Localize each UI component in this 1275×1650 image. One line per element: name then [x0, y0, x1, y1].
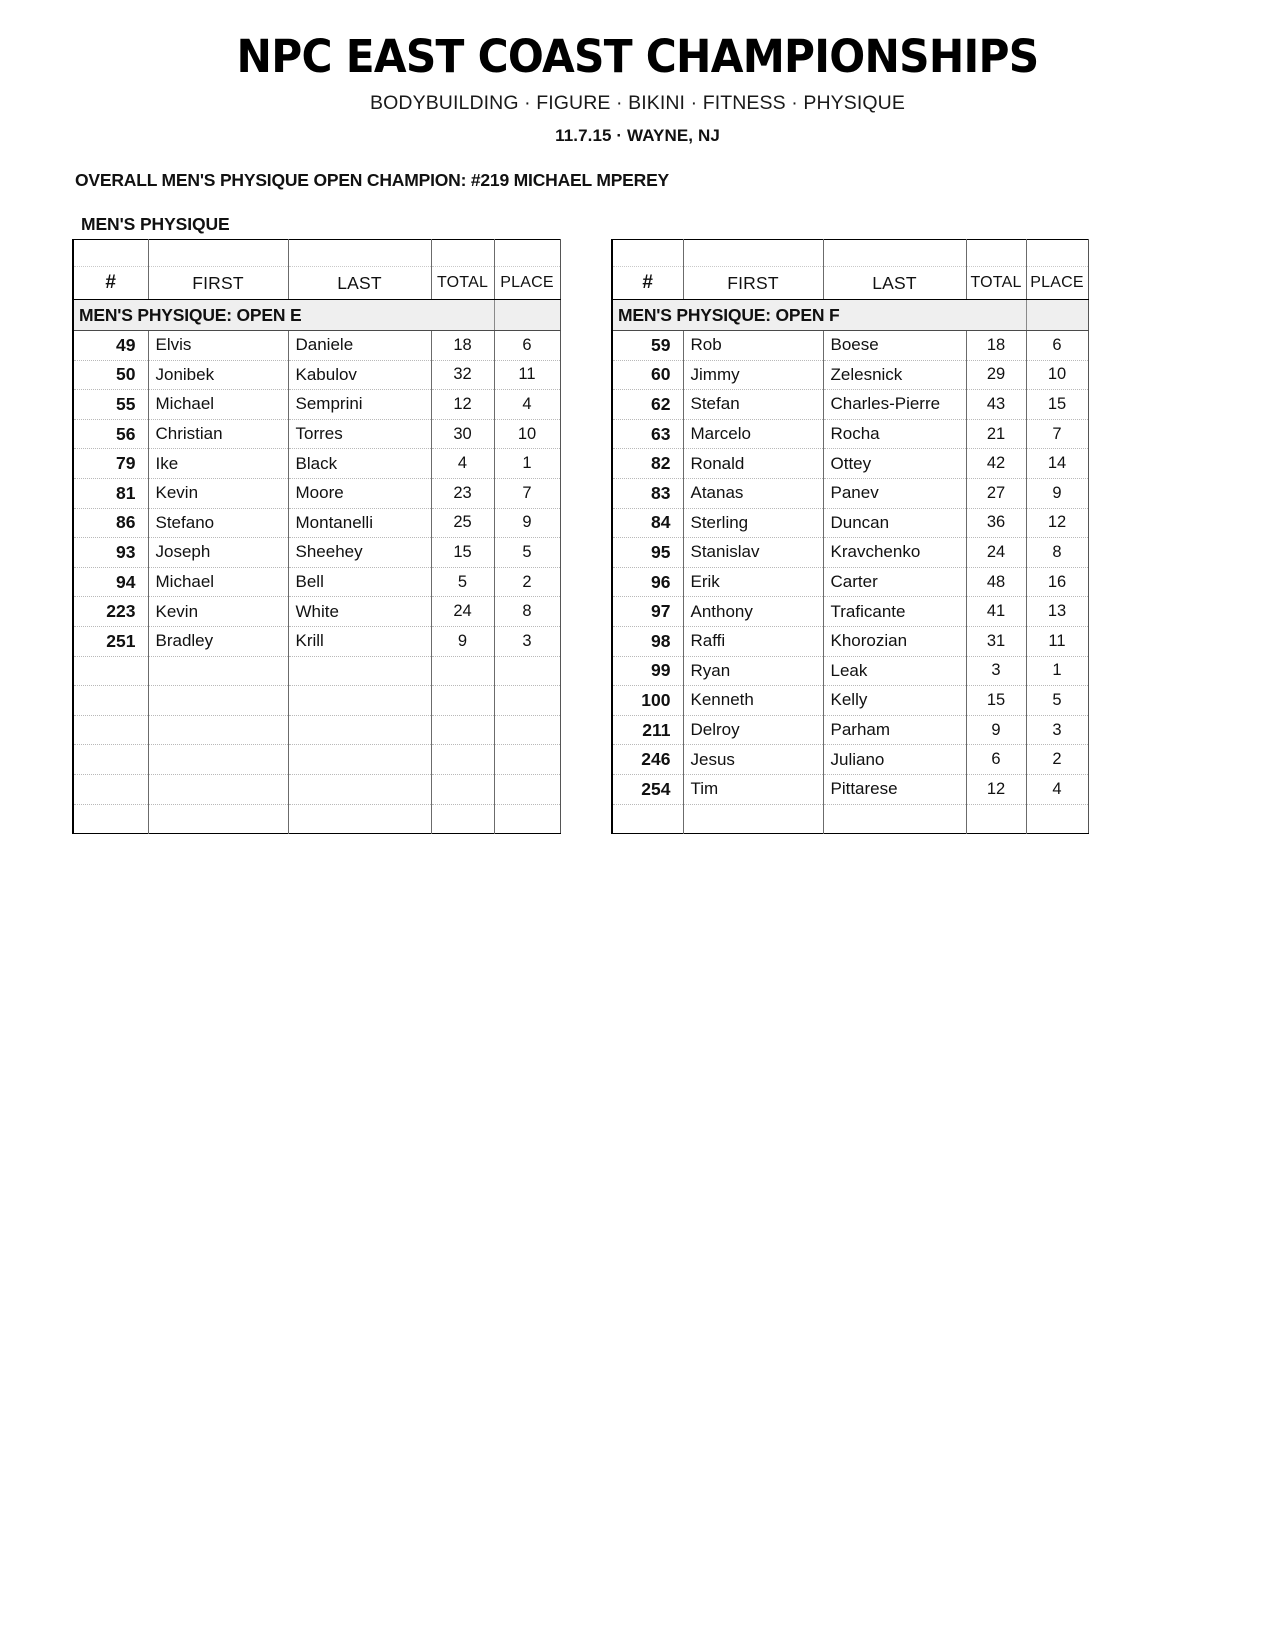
cell-total: 12 [966, 774, 1026, 804]
cell-last-name: Pittarese [823, 774, 966, 804]
spacer-cell [73, 240, 148, 267]
cell-place: 8 [1026, 538, 1088, 568]
table-row [612, 538, 1088, 568]
cell-first-name: Ike [148, 449, 288, 479]
cell-place: 3 [494, 626, 560, 656]
cell-number: 211 [612, 715, 683, 745]
cell-last-name: Daniele [288, 331, 431, 361]
cell-number: 83 [612, 478, 683, 508]
empty-cell [148, 745, 288, 775]
cell-place: 16 [1026, 567, 1088, 597]
cell-number: 86 [73, 508, 148, 538]
empty-cell [431, 745, 494, 775]
cell-total: 27 [966, 478, 1026, 508]
cell-number: 81 [73, 478, 148, 508]
category-total-cell [966, 300, 1026, 331]
cell-number: 50 [73, 360, 148, 390]
cell-total: 36 [966, 508, 1026, 538]
table-row [612, 626, 1088, 656]
empty-cell [431, 774, 494, 804]
table-row [612, 656, 1088, 686]
empty-cell [494, 745, 560, 775]
overall-champion-line: OVERALL MEN'S PHYSIQUE OPEN CHAMPION: #219 MICHAEL MPEREY [75, 170, 670, 190]
cell-place: 9 [1026, 478, 1088, 508]
empty-cell [288, 804, 431, 834]
table-row [612, 390, 1088, 420]
category-banner-row [73, 300, 560, 331]
column-header-last: LAST [288, 267, 431, 300]
cell-number: 94 [73, 567, 148, 597]
cell-total: 21 [966, 419, 1026, 449]
table-row [73, 567, 560, 597]
cell-last-name: Boese [823, 331, 966, 361]
cell-total: 42 [966, 449, 1026, 479]
cell-number: 95 [612, 538, 683, 568]
cell-place: 11 [1026, 626, 1088, 656]
event-divisions-subtitle: BODYBUILDING · FIGURE · BIKINI · FITNESS · PHYSIQUE [370, 92, 905, 114]
cell-last-name: White [288, 597, 431, 627]
empty-cell [288, 715, 431, 745]
cell-place: 12 [1026, 508, 1088, 538]
empty-cell [431, 715, 494, 745]
cell-last-name: Bell [288, 567, 431, 597]
cell-last-name: Traficante [823, 597, 966, 627]
category-banner-row [612, 300, 1088, 331]
cell-total: 18 [431, 331, 494, 361]
empty-cell [494, 715, 560, 745]
cell-number: 55 [73, 390, 148, 420]
empty-cell [966, 804, 1026, 834]
cell-total: 25 [431, 508, 494, 538]
column-header-first: FIRST [683, 267, 823, 300]
column-header-number: # [73, 267, 148, 300]
cell-last-name: Semprini [288, 390, 431, 420]
results-table-open-e [72, 239, 561, 834]
table-row [612, 597, 1088, 627]
column-header-total: TOTAL [431, 267, 494, 300]
spacer-cell [612, 240, 683, 267]
cell-first-name: Joseph [148, 538, 288, 568]
empty-cell [148, 715, 288, 745]
table-row [612, 745, 1088, 775]
empty-cell [73, 804, 148, 834]
cell-place: 5 [494, 538, 560, 568]
empty-cell [73, 745, 148, 775]
cell-last-name: Duncan [823, 508, 966, 538]
cell-first-name: Ryan [683, 656, 823, 686]
spacer-cell [494, 240, 560, 267]
cell-last-name: Moore [288, 478, 431, 508]
cell-last-name: Kelly [823, 686, 966, 716]
cell-last-name: Black [288, 449, 431, 479]
column-header-last: LAST [823, 267, 966, 300]
cell-total: 29 [966, 360, 1026, 390]
spacer-cell [966, 240, 1026, 267]
cell-place: 4 [1026, 774, 1088, 804]
cell-place: 15 [1026, 390, 1088, 420]
document-header [0, 0, 1275, 146]
cell-place: 5 [1026, 686, 1088, 716]
cell-first-name: Christian [148, 419, 288, 449]
table-row [73, 626, 560, 656]
empty-cell [823, 804, 966, 834]
empty-cell [288, 686, 431, 716]
empty-cell [73, 774, 148, 804]
cell-place: 2 [1026, 745, 1088, 775]
cell-place: 7 [494, 478, 560, 508]
empty-cell [73, 686, 148, 716]
page-title: NPC EAST COAST CHAMPIONSHIPS [236, 30, 1039, 83]
cell-place: 7 [1026, 419, 1088, 449]
cell-total: 41 [966, 597, 1026, 627]
cell-place: 6 [1026, 331, 1088, 361]
cell-first-name: Rob [683, 331, 823, 361]
cell-total: 24 [966, 538, 1026, 568]
table-body-open-f [612, 240, 1088, 834]
cell-last-name: Charles-Pierre [823, 390, 966, 420]
results-table-open-f-wrap [611, 239, 1087, 834]
empty-cell [612, 804, 683, 834]
cell-first-name: Stefan [683, 390, 823, 420]
empty-cell [683, 804, 823, 834]
table-row [73, 597, 560, 627]
cell-last-name: Parham [823, 715, 966, 745]
table-empty-row [73, 804, 560, 834]
empty-cell [148, 656, 288, 686]
category-label: MEN'S PHYSIQUE: OPEN E [73, 300, 431, 331]
event-date-location: 11.7.15 · WAYNE, NJ [555, 126, 720, 145]
empty-cell [288, 656, 431, 686]
cell-total: 48 [966, 567, 1026, 597]
table-empty-row [73, 745, 560, 775]
column-header-place: PLACE [1026, 267, 1088, 300]
cell-first-name: Raffi [683, 626, 823, 656]
category-place-cell [1026, 300, 1088, 331]
empty-cell [148, 804, 288, 834]
cell-last-name: Carter [823, 567, 966, 597]
cell-place: 13 [1026, 597, 1088, 627]
empty-cell [494, 686, 560, 716]
cell-total: 15 [966, 686, 1026, 716]
empty-cell [431, 656, 494, 686]
cell-first-name: Kevin [148, 597, 288, 627]
table-row [73, 478, 560, 508]
empty-cell [431, 686, 494, 716]
cell-place: 10 [1026, 360, 1088, 390]
cell-total: 15 [431, 538, 494, 568]
cell-total: 31 [966, 626, 1026, 656]
cell-first-name: Tim [683, 774, 823, 804]
cell-total: 43 [966, 390, 1026, 420]
empty-cell [431, 804, 494, 834]
cell-place: 3 [1026, 715, 1088, 745]
column-header-first: FIRST [148, 267, 288, 300]
table-row [612, 686, 1088, 716]
cell-first-name: Michael [148, 390, 288, 420]
cell-last-name: Leak [823, 656, 966, 686]
cell-number: 84 [612, 508, 683, 538]
cell-first-name: Jimmy [683, 360, 823, 390]
cell-first-name: Ronald [683, 449, 823, 479]
cell-place: 14 [1026, 449, 1088, 479]
cell-number: 99 [612, 656, 683, 686]
spacer-cell [288, 240, 431, 267]
empty-cell [73, 715, 148, 745]
cell-number: 223 [73, 597, 148, 627]
cell-last-name: Khorozian [823, 626, 966, 656]
table-row [612, 331, 1088, 361]
cell-first-name: Atanas [683, 478, 823, 508]
cell-last-name: Zelesnick [823, 360, 966, 390]
cell-number: 82 [612, 449, 683, 479]
cell-last-name: Panev [823, 478, 966, 508]
results-table-open-e-wrap [72, 239, 559, 834]
table-row [73, 360, 560, 390]
category-place-cell [494, 300, 560, 331]
cell-last-name: Torres [288, 419, 431, 449]
cell-last-name: Rocha [823, 419, 966, 449]
table-empty-row [73, 774, 560, 804]
cell-number: 96 [612, 567, 683, 597]
cell-total: 5 [431, 567, 494, 597]
cell-number: 98 [612, 626, 683, 656]
cell-number: 79 [73, 449, 148, 479]
cell-place: 1 [1026, 656, 1088, 686]
empty-cell [494, 774, 560, 804]
cell-number: 246 [612, 745, 683, 775]
cell-total: 3 [966, 656, 1026, 686]
cell-last-name: Kabulov [288, 360, 431, 390]
cell-first-name: Erik [683, 567, 823, 597]
cell-last-name: Sheehey [288, 538, 431, 568]
spacer-cell [431, 240, 494, 267]
cell-first-name: Stefano [148, 508, 288, 538]
cell-total: 30 [431, 419, 494, 449]
table-row [73, 449, 560, 479]
cell-place: 10 [494, 419, 560, 449]
empty-cell [73, 656, 148, 686]
table-empty-row [73, 656, 560, 686]
cell-first-name: Delroy [683, 715, 823, 745]
table-row [612, 449, 1088, 479]
empty-cell [148, 774, 288, 804]
cell-total: 6 [966, 745, 1026, 775]
cell-first-name: Stanislav [683, 538, 823, 568]
table-row [612, 715, 1088, 745]
category-total-cell [431, 300, 494, 331]
cell-place: 4 [494, 390, 560, 420]
cell-last-name: Juliano [823, 745, 966, 775]
cell-place: 8 [494, 597, 560, 627]
empty-cell [1026, 804, 1088, 834]
table-row [73, 538, 560, 568]
table-row [73, 331, 560, 361]
cell-total: 9 [431, 626, 494, 656]
table-header-row [612, 267, 1088, 300]
cell-number: 63 [612, 419, 683, 449]
cell-number: 59 [612, 331, 683, 361]
table-spacer-row [73, 240, 560, 267]
cell-total: 32 [431, 360, 494, 390]
spacer-cell [1026, 240, 1088, 267]
cell-first-name: Kenneth [683, 686, 823, 716]
cell-total: 12 [431, 390, 494, 420]
table-body-open-e [73, 240, 560, 834]
cell-number: 49 [73, 331, 148, 361]
cell-total: 4 [431, 449, 494, 479]
column-header-total: TOTAL [966, 267, 1026, 300]
cell-place: 1 [494, 449, 560, 479]
cell-number: 254 [612, 774, 683, 804]
cell-first-name: Jesus [683, 745, 823, 775]
cell-total: 18 [966, 331, 1026, 361]
cell-place: 6 [494, 331, 560, 361]
cell-last-name: Ottey [823, 449, 966, 479]
table-row [612, 478, 1088, 508]
cell-first-name: Jonibek [148, 360, 288, 390]
cell-total: 23 [431, 478, 494, 508]
cell-total: 24 [431, 597, 494, 627]
table-empty-row [73, 715, 560, 745]
cell-number: 56 [73, 419, 148, 449]
table-row [612, 508, 1088, 538]
division-label: MEN'S PHYSIQUE [81, 214, 230, 234]
column-header-place: PLACE [494, 267, 560, 300]
table-row [612, 774, 1088, 804]
cell-first-name: Elvis [148, 331, 288, 361]
cell-number: 97 [612, 597, 683, 627]
table-spacer-row [612, 240, 1088, 267]
table-empty-row [612, 804, 1088, 834]
cell-number: 93 [73, 538, 148, 568]
cell-number: 251 [73, 626, 148, 656]
table-row [73, 419, 560, 449]
empty-cell [288, 774, 431, 804]
cell-last-name: Krill [288, 626, 431, 656]
cell-number: 62 [612, 390, 683, 420]
table-row [73, 390, 560, 420]
table-empty-row [73, 686, 560, 716]
cell-first-name: Sterling [683, 508, 823, 538]
table-header-row [73, 267, 560, 300]
cell-first-name: Marcelo [683, 419, 823, 449]
cell-first-name: Bradley [148, 626, 288, 656]
cell-last-name: Montanelli [288, 508, 431, 538]
cell-total: 9 [966, 715, 1026, 745]
empty-cell [288, 745, 431, 775]
empty-cell [494, 656, 560, 686]
table-row [612, 360, 1088, 390]
cell-place: 11 [494, 360, 560, 390]
cell-first-name: Anthony [683, 597, 823, 627]
cell-number: 100 [612, 686, 683, 716]
results-table-open-f [611, 239, 1089, 834]
empty-cell [494, 804, 560, 834]
cell-number: 60 [612, 360, 683, 390]
spacer-cell [823, 240, 966, 267]
spacer-cell [683, 240, 823, 267]
cell-first-name: Michael [148, 567, 288, 597]
category-label: MEN'S PHYSIQUE: OPEN F [612, 300, 966, 331]
table-row [612, 567, 1088, 597]
table-row [73, 508, 560, 538]
cell-place: 2 [494, 567, 560, 597]
cell-first-name: Kevin [148, 478, 288, 508]
table-row [612, 419, 1088, 449]
cell-place: 9 [494, 508, 560, 538]
spacer-cell [148, 240, 288, 267]
cell-last-name: Kravchenko [823, 538, 966, 568]
column-header-number: # [612, 267, 683, 300]
empty-cell [148, 686, 288, 716]
